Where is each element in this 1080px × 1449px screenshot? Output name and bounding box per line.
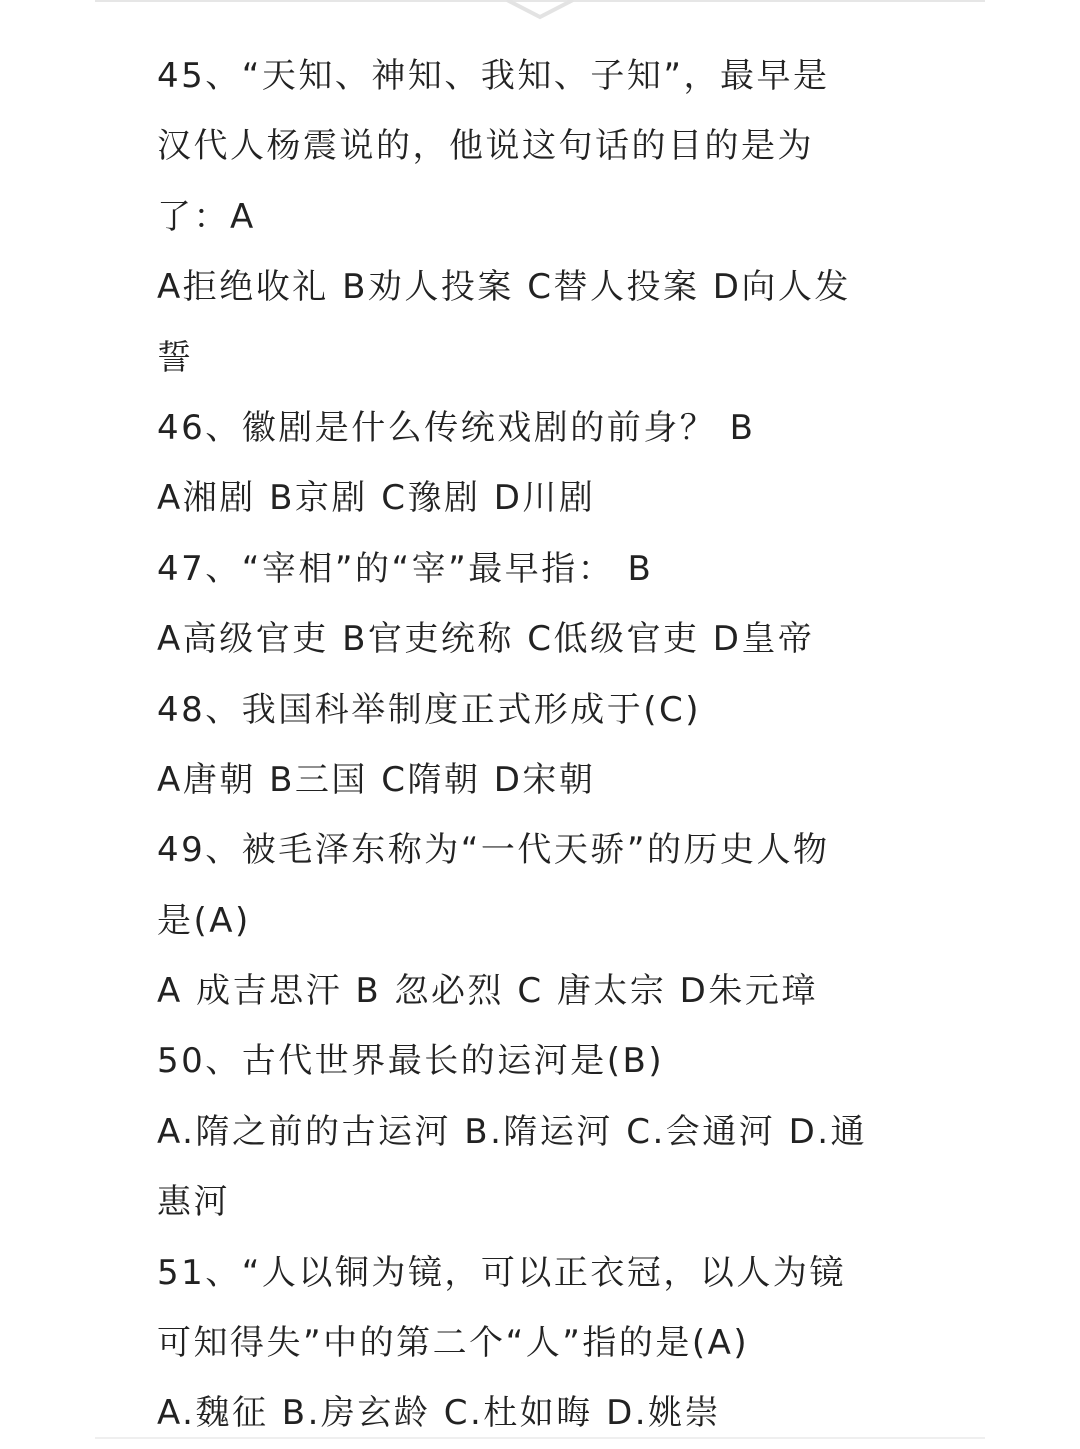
question-49-line-1: 49、被毛泽东称为“一代天骄”的历史人物 bbox=[157, 830, 830, 871]
question-48-options: A唐朝 B三国 C隋朝 D宋朝 bbox=[157, 759, 596, 800]
bottom-divider bbox=[95, 1437, 985, 1439]
question-49-options: A 成吉思汗 B 忽必烈 C 唐太宗 D朱元璋 bbox=[157, 971, 818, 1012]
question-46: 46、徽剧是什么传统戏剧的前身？ B bbox=[157, 407, 756, 448]
question-45-line-3: 了：A bbox=[157, 196, 256, 237]
question-50-options-line-1: A.隋之前的古运河 B.隋运河 C.会通河 D.通 bbox=[157, 1111, 868, 1152]
question-51-line-1: 51、“人以铜为镜，可以正衣冠，以人为镜 bbox=[157, 1252, 846, 1293]
question-50-options-line-2: 惠河 bbox=[157, 1182, 230, 1223]
question-50: 50、古代世界最长的运河是(B) bbox=[157, 1041, 665, 1082]
question-51-line-2: 可知得失”中的第二个“人”指的是(A) bbox=[157, 1323, 750, 1364]
question-47: 47、“宰相”的“宰”最早指： B bbox=[157, 548, 654, 589]
question-48: 48、我国科举制度正式形成于(C) bbox=[157, 689, 702, 730]
question-47-options: A高级官吏 B官吏统称 C低级官吏 D皇帝 bbox=[157, 619, 815, 660]
question-46-options: A湘剧 B京剧 C豫剧 D川剧 bbox=[157, 478, 596, 519]
question-49-line-2: 是(A) bbox=[157, 900, 251, 941]
question-45-options-line-2: 誓 bbox=[157, 337, 194, 378]
question-45-line-1: 45、“天知、神知、我知、子知”，最早是 bbox=[157, 56, 830, 96]
question-45-line-2: 汉代人杨震说的，他说这句话的目的是为 bbox=[157, 126, 814, 167]
question-51-options: A.魏征 B.房玄龄 C.杜如晦 D.姚崇 bbox=[157, 1393, 722, 1434]
quiz-text bbox=[157, 41, 937, 1449]
question-45-options-line-1: A拒绝收礼 B劝人投案 C替人投案 D向人发 bbox=[157, 267, 851, 308]
chevron-up-icon bbox=[505, 0, 575, 20]
